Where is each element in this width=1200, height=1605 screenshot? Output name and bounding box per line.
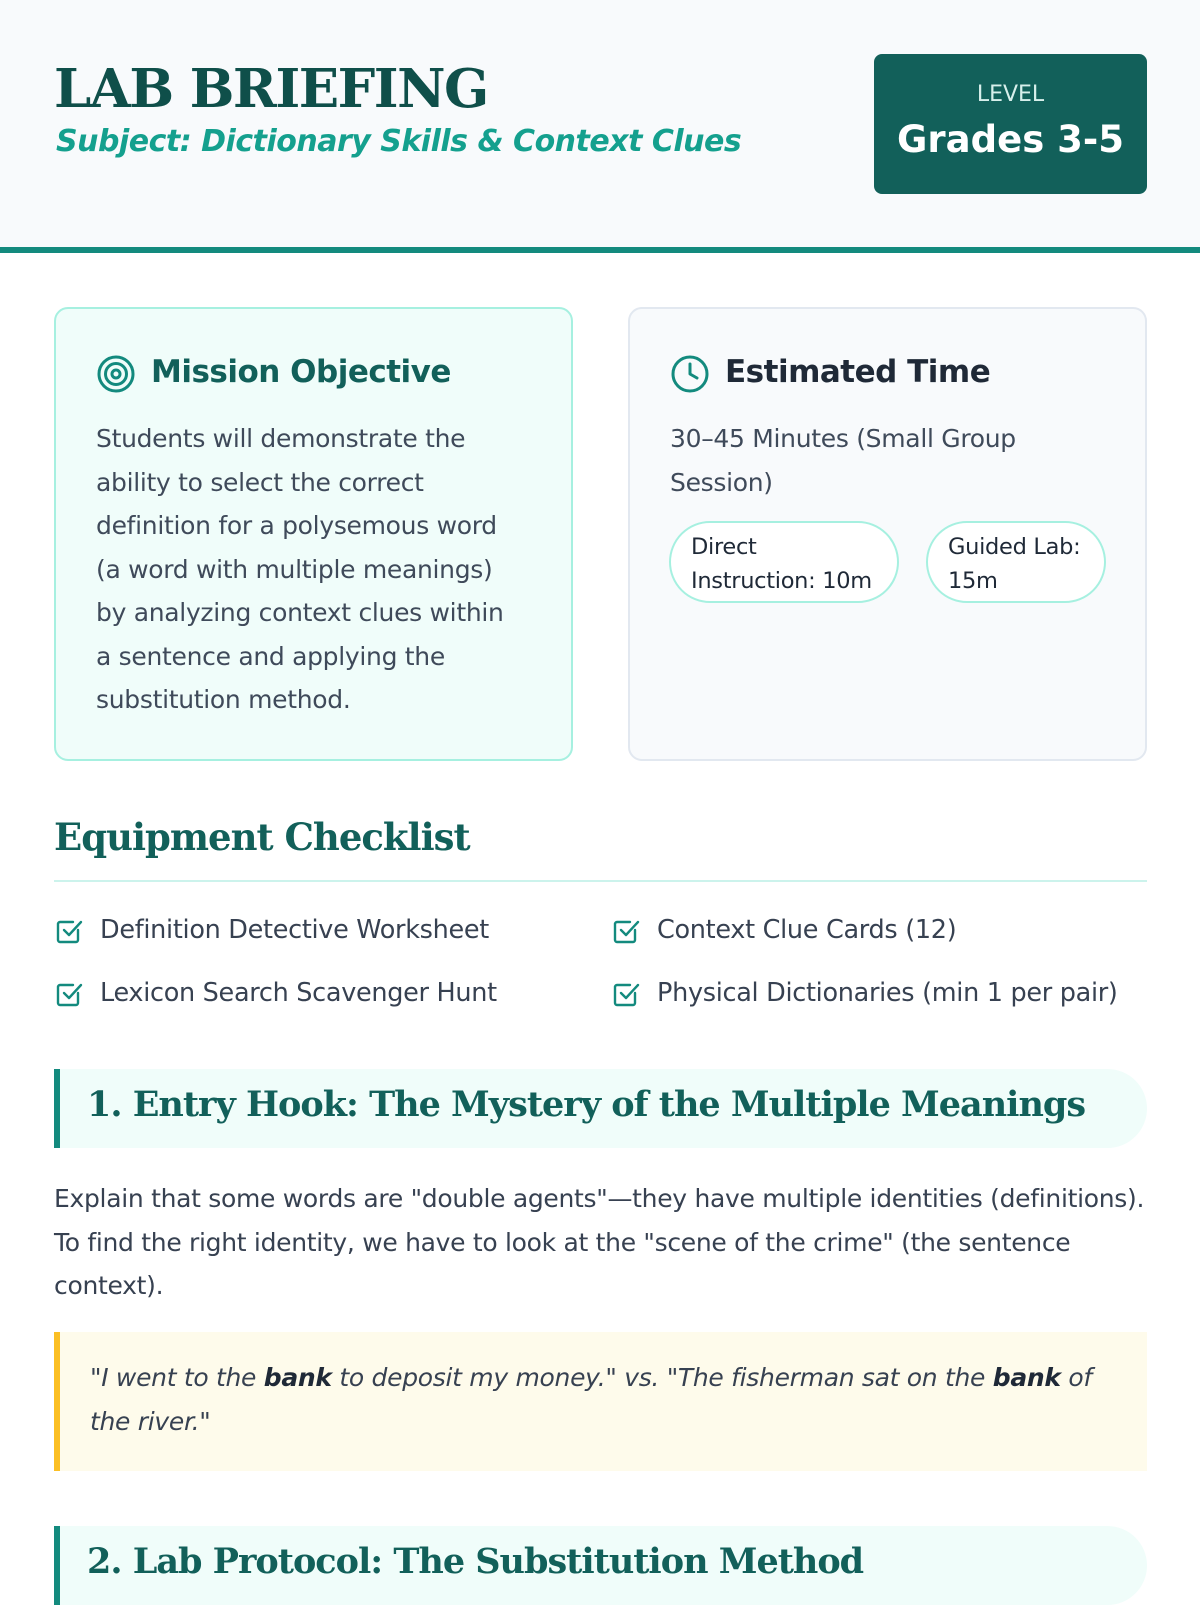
level-value: Grades 3-5 bbox=[897, 118, 1124, 161]
level-label: LEVEL bbox=[976, 82, 1045, 107]
step-2-title: 2. Lab Protocol: The Substitution Method bbox=[87, 1541, 864, 1582]
example-keyword: bank bbox=[992, 1363, 1061, 1392]
equipment-checklist-heading: Equipment Checklist bbox=[54, 815, 470, 859]
example-text-segment: of the river." bbox=[90, 1363, 1092, 1436]
checkbox-checked-icon bbox=[54, 916, 84, 946]
checkbox-checked-icon bbox=[611, 979, 641, 1009]
target-icon bbox=[96, 354, 136, 394]
page-subtitle: Subject: Dictionary Skills & Context Clues bbox=[56, 124, 742, 159]
mission-objective-text: Students will demonstrate the ability to select the correct definition for a polysemous word (a word with multiple meanings) by analyzing context clues within a sentence and applying the substitution method. bbox=[96, 424, 504, 714]
level-badge bbox=[874, 54, 1147, 194]
time-pill-guided-lab: Guided Lab: 15m bbox=[926, 521, 1106, 603]
checklist-item-label: Definition Detective Worksheet bbox=[100, 915, 489, 945]
checklist-item-label: Context Clue Cards (12) bbox=[657, 915, 957, 945]
mission-objective-card bbox=[54, 307, 573, 761]
page-header bbox=[0, 0, 1200, 253]
section-divider bbox=[54, 880, 1147, 882]
example-callout bbox=[54, 1332, 1147, 1471]
checkbox-checked-icon bbox=[54, 979, 84, 1009]
checklist-item-label: Physical Dictionaries (min 1 per pair) bbox=[657, 978, 1118, 1008]
checklist-item-label: Lexicon Search Scavenger Hunt bbox=[100, 978, 497, 1008]
estimated-time-text: 30–45 Minutes (Small Group Session) bbox=[670, 424, 1016, 497]
example-text-segment: to deposit my money." vs. "The fisherman sat on the bbox=[331, 1363, 993, 1392]
time-pill-direct-instruction: Direct Instruction: 10m bbox=[669, 521, 899, 603]
step-2-heading bbox=[54, 1526, 1147, 1605]
example-text-segment: "I went to the bbox=[90, 1363, 264, 1392]
clock-icon bbox=[670, 354, 710, 394]
page-title: LAB BRIEFING bbox=[54, 58, 488, 120]
mission-objective-title: Mission Objective bbox=[151, 354, 451, 390]
example-keyword: bank bbox=[263, 1363, 332, 1392]
step-1-text: Explain that some words are "double agents"—they have multiple identities (definitions). To find the right identity, we have to look at the "scene of the crime" (the sentence context). bbox=[54, 1184, 1145, 1300]
estimated-time-title: Estimated Time bbox=[725, 354, 991, 390]
checkbox-checked-icon bbox=[611, 916, 641, 946]
step-1-title: 1. Entry Hook: The Mystery of the Multiple Meanings bbox=[87, 1084, 1086, 1125]
step-1-heading bbox=[54, 1069, 1147, 1148]
example-sentences bbox=[90, 1356, 1130, 1443]
